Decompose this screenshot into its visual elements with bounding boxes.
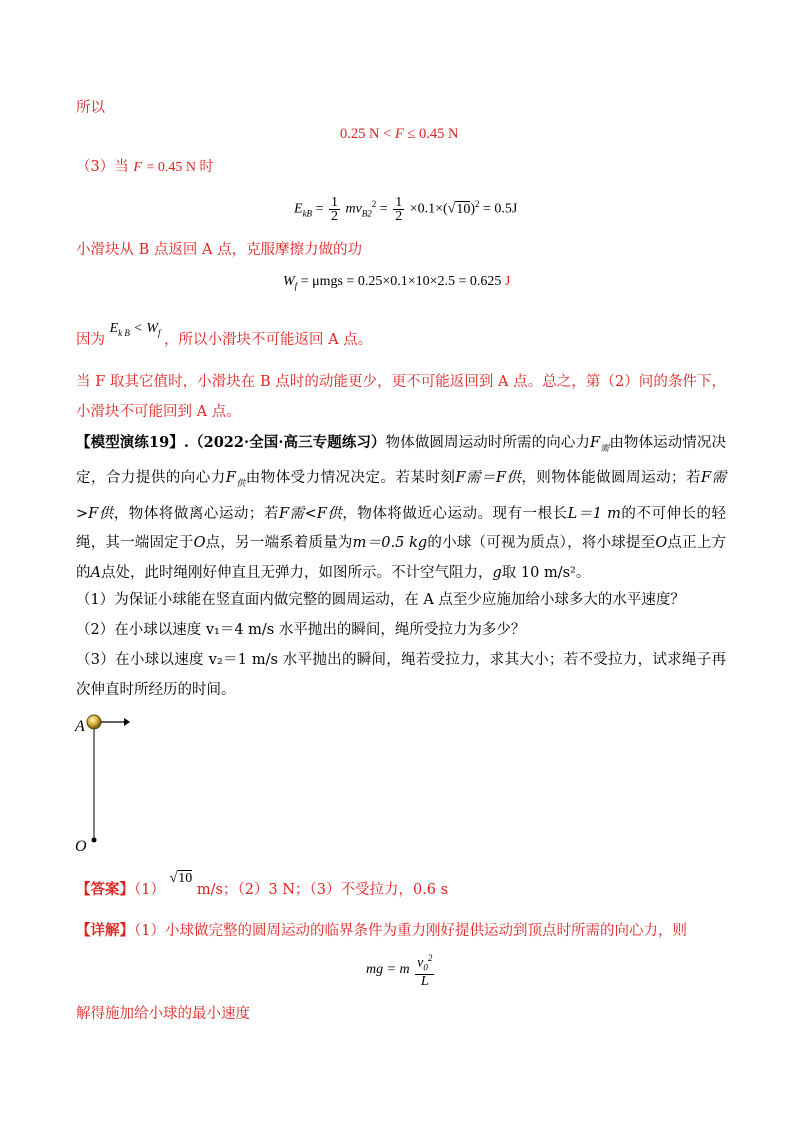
- return-line: 小滑块从 B 点返回 A 点，克服摩擦力做的功: [76, 242, 363, 258]
- arrow-head: [124, 718, 130, 726]
- detail-line: 【详解】（1）小球做完整的圆周运动的临界条件为重力刚好提供运动到顶点时所需的向心力，则: [76, 922, 687, 939]
- question-2: （2）在小球以速度 v₁＝4 m/s 水平抛出的瞬间，绳所受拉力为多少？: [76, 622, 526, 638]
- pendulum-figure: [70, 710, 150, 860]
- label-O: O: [75, 838, 87, 855]
- text-suoyi: 所以: [76, 100, 105, 116]
- ekb-equation: $E_{kB}$ = $\frac{1}{2}$ $mv_{B2}^2$ = $\frac{1}{2}$ $\times 0.1\times(√10)^2 = 0.5J$: [294, 194, 518, 224]
- problem-paragraph: 【模型演练19】.（2022·全国·高三专题练习）物体做圆周运动时所需的向心力$F_需$由物体运动情况决定，合力提供的向心力$F_供$由物体受力情况决定。若某时刻F需＝F供，则物体能做圆周运动；若F需>F供，物体将做离心运动；若F需<F供，物体将做近心运动。现有一根长L＝1 m的不可伸长的轻绳，其一端固定于O点，另一端系着质量为m＝0.5 kg的小球（可视为质点），将小球提至O点正上方的A点处，此时绳刚好伸直且无弹力，如图所示。不计空气阻力，g取 10 m/s²。: [76, 434, 727, 581]
- mg-equation: mg = m $\frac{v_0^2}{L}$: [366, 952, 433, 989]
- ball: [87, 715, 101, 729]
- range-expression: 0.25 N < F ≤ 0.45 N: [340, 126, 459, 142]
- label-A: A: [75, 718, 85, 735]
- last-line: 解得施加给小球的最小速度: [76, 1006, 250, 1022]
- part3-line: （3）当 F = 0.45 N 时: [76, 159, 214, 175]
- because-line: 因为 $E_{k B} < W_f$ ，所以小滑块不可能返回 A 点。: [76, 321, 373, 348]
- answer-line: 【答案】（1） √10 m/s；（2）3 N；（3）不受拉力，0.6 s: [76, 871, 449, 898]
- question-3: （3）在小球以速度 v₂＝1 m/s 水平抛出的瞬间，绳若受拉力，求其大小；若不受拉力，试求绳子再次伸直时所经历的时间。: [76, 652, 726, 698]
- question-1: （1）为保证小球能在竖直面内做完整的圆周运动，在 A 点至少应施加给小球多大的水平速度？: [76, 592, 685, 608]
- wf-equation: $W_f = \mu mgs = 0.25\times 0.1\times 10\times 2.5 = 0.625$ J: [283, 274, 511, 291]
- other-values-paragraph: 当 F 取其它值时，小滑块在 B 点时的动能更少，更不可能返回到 A 点。总之，第（2）问的条件下，小滑块不可能回到 A 点。: [76, 374, 726, 420]
- pivot-point: [92, 838, 97, 843]
- problem-tag: 【模型演练19】: [76, 434, 184, 451]
